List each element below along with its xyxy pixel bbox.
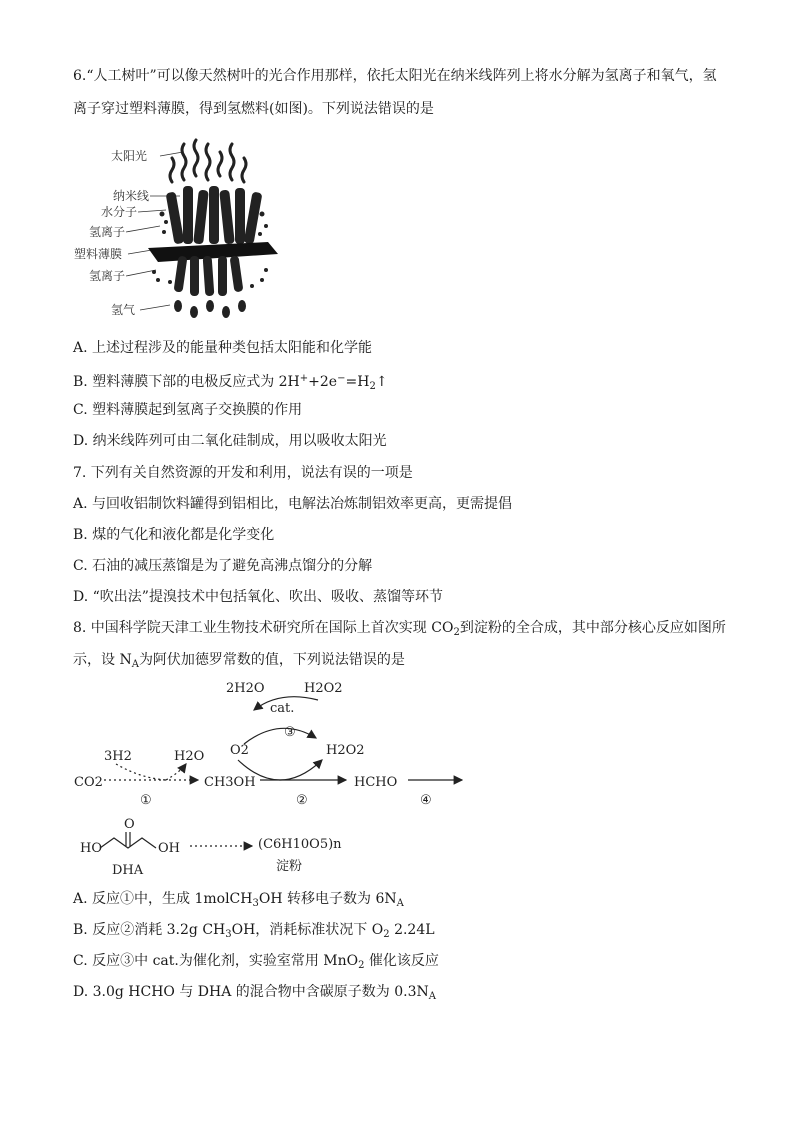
artificial-leaf-figure: [70, 130, 300, 326]
label-3h2: 3H2: [104, 749, 132, 764]
q8-option-c: C. 反应③中 cat.为催化剂，实验室常用 MnO$_2$ 催化该反应: [73, 953, 439, 971]
label-h2o: H2O: [174, 749, 205, 764]
label-circle-2: ②: [296, 793, 308, 808]
label-h2o2-top: H2O2: [304, 681, 343, 696]
label-ch3oh: CH3OH: [204, 775, 256, 790]
label-hydrogen-gas: 氢气: [111, 303, 136, 317]
q7-option-c: C. 石油的减压蒸馏是为了避免高沸点馏分的分解: [73, 558, 373, 574]
label-circle-3: ③: [284, 725, 296, 740]
label-hcho: HCHO: [354, 775, 398, 790]
q7-option-d: D. “吹出法”提溴技术中包括氧化、吹出、吸收、蒸馏等环节: [73, 589, 443, 605]
label-dha: DHA: [112, 863, 144, 878]
label-co2: CO2: [74, 775, 103, 790]
label-water-molecule: 水分子: [101, 205, 138, 219]
label-nanowire: 纳米线: [113, 189, 150, 203]
q8-option-a: A. 反应①中，生成 1molCH$_3$OH 转移电子数为 $6N_A$: [73, 891, 404, 909]
q6-option-b: B. 塑料薄膜下部的电极反应式为 $2H^++2e^-=H_2↑$: [73, 373, 388, 392]
q6-option-a: A. 上述过程涉及的能量种类包括太阳能和化学能: [73, 340, 373, 356]
label-circle-4: ④: [420, 793, 432, 808]
q6-stem-line1: 6.“人工树叶”可以像天然树叶的光合作用那样，依托太阳光在纳米线阵列上将水分解为氢离子和氧气，氢: [73, 68, 717, 84]
label-two-h2o: 2H2O: [226, 681, 265, 696]
label-dha-o: O: [124, 817, 135, 832]
q6-stem-line2: 离子穿过塑料薄膜，得到氢燃料(如图)。下列说法错误的是: [73, 101, 434, 117]
label-starch: 淀粉: [276, 859, 303, 874]
label-plastic-film: 塑料薄膜: [74, 247, 123, 261]
q8-option-b: B. 反应②消耗 3.2g $CH_3OH$，消耗标准状况下 $O_2$ 2.24L: [73, 922, 435, 940]
label-o2: O2: [230, 743, 249, 758]
q7-option-a: A. 与回收铝制饮料罐得到铝相比，电解法冶炼制铝效率更高，更需提倡: [73, 496, 513, 512]
q8-option-d: D. 3.0g HCHO 与 DHA 的混合物中含碳原子数为 $0.3N_A$: [73, 984, 437, 1002]
q8-stem-line1: 8. 中国科学院天津工业生物技术研究所在国际上首次实现 $CO_2$到淀粉的全合成，其中部分核心反应如图所: [73, 620, 726, 638]
q7-option-b: B. 煤的气化和液化都是化学变化: [73, 527, 275, 543]
label-hydrogen-ion-top: 氢离子: [89, 225, 126, 239]
label-sunlight: 太阳光: [111, 149, 148, 163]
label-h2o2-right: H2O2: [326, 743, 365, 758]
label-oh: OH: [158, 841, 180, 856]
label-circle-1: ①: [140, 793, 152, 808]
label-hydrogen-ion-bottom: 氢离子: [89, 269, 126, 283]
q6-option-d: D. 纳米线阵列可由二氧化硅制成，用以吸收太阳光: [73, 433, 387, 449]
label-ho: HO: [80, 841, 102, 856]
q7-stem: 7. 下列有关自然资源的开发和利用，说法有误的一项是: [73, 465, 413, 481]
q6-option-c: C. 塑料薄膜起到氢离子交换膜的作用: [73, 402, 303, 418]
label-starch-formula: (C6H10O5)n: [258, 837, 342, 852]
label-cat: cat.: [270, 701, 295, 716]
q8-stem-line2: 示，设 $N_A$为阿伏加德罗常数的值，下列说法错误的是: [73, 652, 405, 670]
reaction-diagram: [70, 672, 480, 882]
